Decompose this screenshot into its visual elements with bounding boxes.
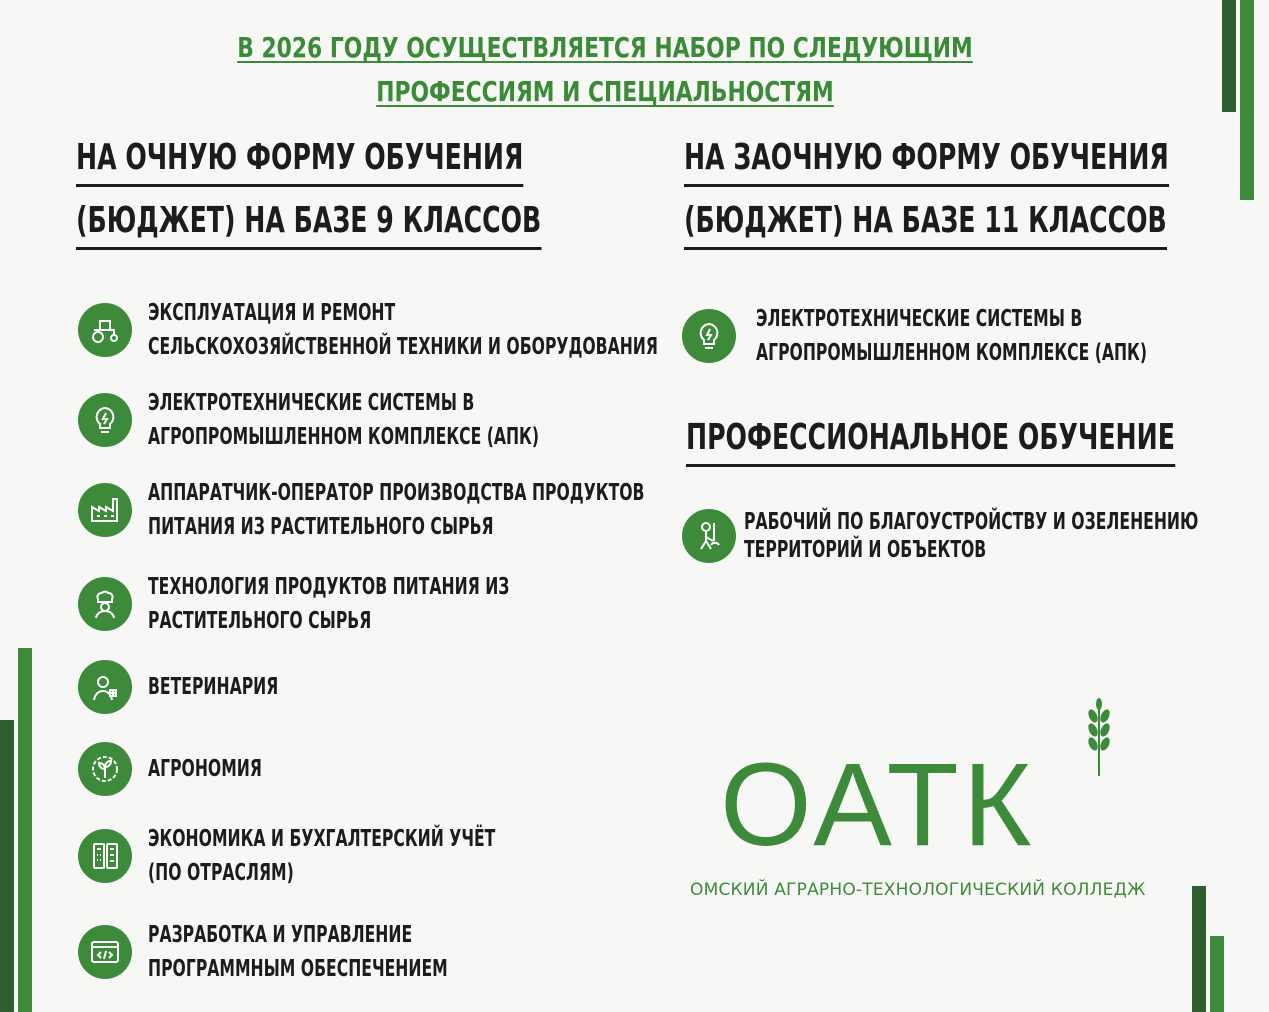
decor-bar: [1192, 886, 1206, 1012]
decor-bar: [1222, 0, 1236, 112]
code-window-icon: [78, 925, 132, 979]
program-item: [78, 742, 316, 796]
plant-gear-icon: [78, 742, 132, 796]
decor-bar: [1210, 936, 1224, 1012]
veterinarian-icon: [78, 660, 132, 714]
lightbulb-icon: [78, 393, 132, 447]
program-item: [682, 302, 1269, 370]
program-item: [78, 822, 659, 890]
program-title: ЭЛЕКТРОТЕХНИЧЕСКИЕ СИСТЕМЫ В: [756, 306, 1083, 332]
calculator-icon: [78, 829, 132, 883]
program-item: [78, 918, 589, 986]
heading-line: НА ЗАОЧНУЮ ФОРМУ ОБУЧЕНИЯ: [684, 132, 1169, 187]
headline-line: ПРОФЕССИЯМ И СПЕЦИАЛЬНОСТЯМ: [376, 75, 834, 108]
program-title: ЭКСПЛУАТАЦИЯ И РЕМОНТ: [148, 300, 396, 326]
vocational-heading: [686, 412, 1175, 475]
logo-subtitle: ОМСКИЙ АГРАРНО-ТЕХНОЛОГИЧЕСКИЙ КОЛЛЕДЖ: [690, 880, 1146, 900]
decor-bar: [0, 720, 14, 1012]
program-title: ЭЛЕКТРОТЕХНИЧЕСКИЕ СИСТЕМЫ В: [148, 390, 475, 416]
factory-icon: [78, 483, 132, 537]
program-title: ЭКОНОМИКА И БУХГАЛТЕРСКИЙ УЧЁТ: [148, 826, 496, 852]
heading-line: НА ОЧНУЮ ФОРМУ ОБУЧЕНИЯ: [76, 132, 523, 187]
program-title: РАЗРАБОТКА И УПРАВЛЕНИЕ: [148, 922, 413, 948]
wheat-icon: [1082, 698, 1116, 778]
headline-line: В 2026 ГОДУ ОСУЩЕСТВЛЯЕТСЯ НАБОР ПО СЛЕДУЮЩИМ: [237, 31, 973, 64]
heading-line: (БЮДЖЕТ) НА БАЗЕ 9 КЛАССОВ: [76, 195, 541, 250]
fulltime-heading: [76, 132, 541, 258]
college-logo: [690, 690, 1146, 910]
parttime-heading: [684, 132, 1169, 258]
decor-bar: [18, 648, 32, 1012]
program-title: ПРОГРАММНЫМ ОБЕСПЕЧЕНИЕМ: [148, 956, 448, 982]
heading-line: ПРОФЕССИОНАЛЬНОЕ ОБУЧЕНИЕ: [686, 412, 1175, 467]
program-item: [78, 660, 340, 714]
program-title: РАСТИТЕЛЬНОГО СЫРЬЯ: [148, 608, 372, 634]
gardener-icon: [682, 509, 736, 563]
decor-bar: [1240, 0, 1254, 200]
logo-wordmark: ОАТК: [720, 739, 1036, 871]
chef-icon: [78, 577, 132, 631]
program-item: [78, 570, 679, 638]
program-item: [78, 386, 723, 454]
program-title: ТЕХНОЛОГИЯ ПРОДУКТОВ ПИТАНИЯ ИЗ: [148, 574, 510, 600]
program-title: АГРОНОМИЯ: [148, 756, 262, 782]
lightbulb-icon: [682, 309, 736, 363]
program-title: АППАРАТЧИК-ОПЕРАТОР ПРОИЗВОДСТВА ПРОДУКТОВ: [148, 480, 645, 506]
program-title: СЕЛЬСКОХОЗЯЙСТВЕННОЙ ТЕХНИКИ И ОБОРУДОВАНИЯ: [148, 334, 658, 360]
heading-line: (БЮДЖЕТ) НА БАЗЕ 11 КЛАССОВ: [684, 195, 1167, 250]
program-title: АГРОПРОМЫШЛЕННОМ КОМПЛЕКСЕ (АПК): [148, 424, 539, 450]
program-title: АГРОПРОМЫШЛЕННОМ КОМПЛЕКСЕ (АПК): [756, 340, 1147, 366]
program-title: (ПО ОТРАСЛЯМ): [148, 860, 294, 886]
program-item: [682, 508, 1269, 564]
program-title: ВЕТЕРИНАРИЯ: [148, 674, 279, 700]
program-title: ТЕРРИТОРИЙ И ОБЪЕКТОВ: [744, 537, 987, 563]
program-title: РАБОЧИЙ ПО БЛАГОУСТРОЙСТВУ И ОЗЕЛЕНЕНИЮ: [744, 509, 1199, 535]
tractor-icon: [78, 303, 132, 357]
headline: [133, 26, 1077, 114]
program-title: ПИТАНИЯ ИЗ РАСТИТЕЛЬНОГО СЫРЬЯ: [148, 514, 494, 540]
